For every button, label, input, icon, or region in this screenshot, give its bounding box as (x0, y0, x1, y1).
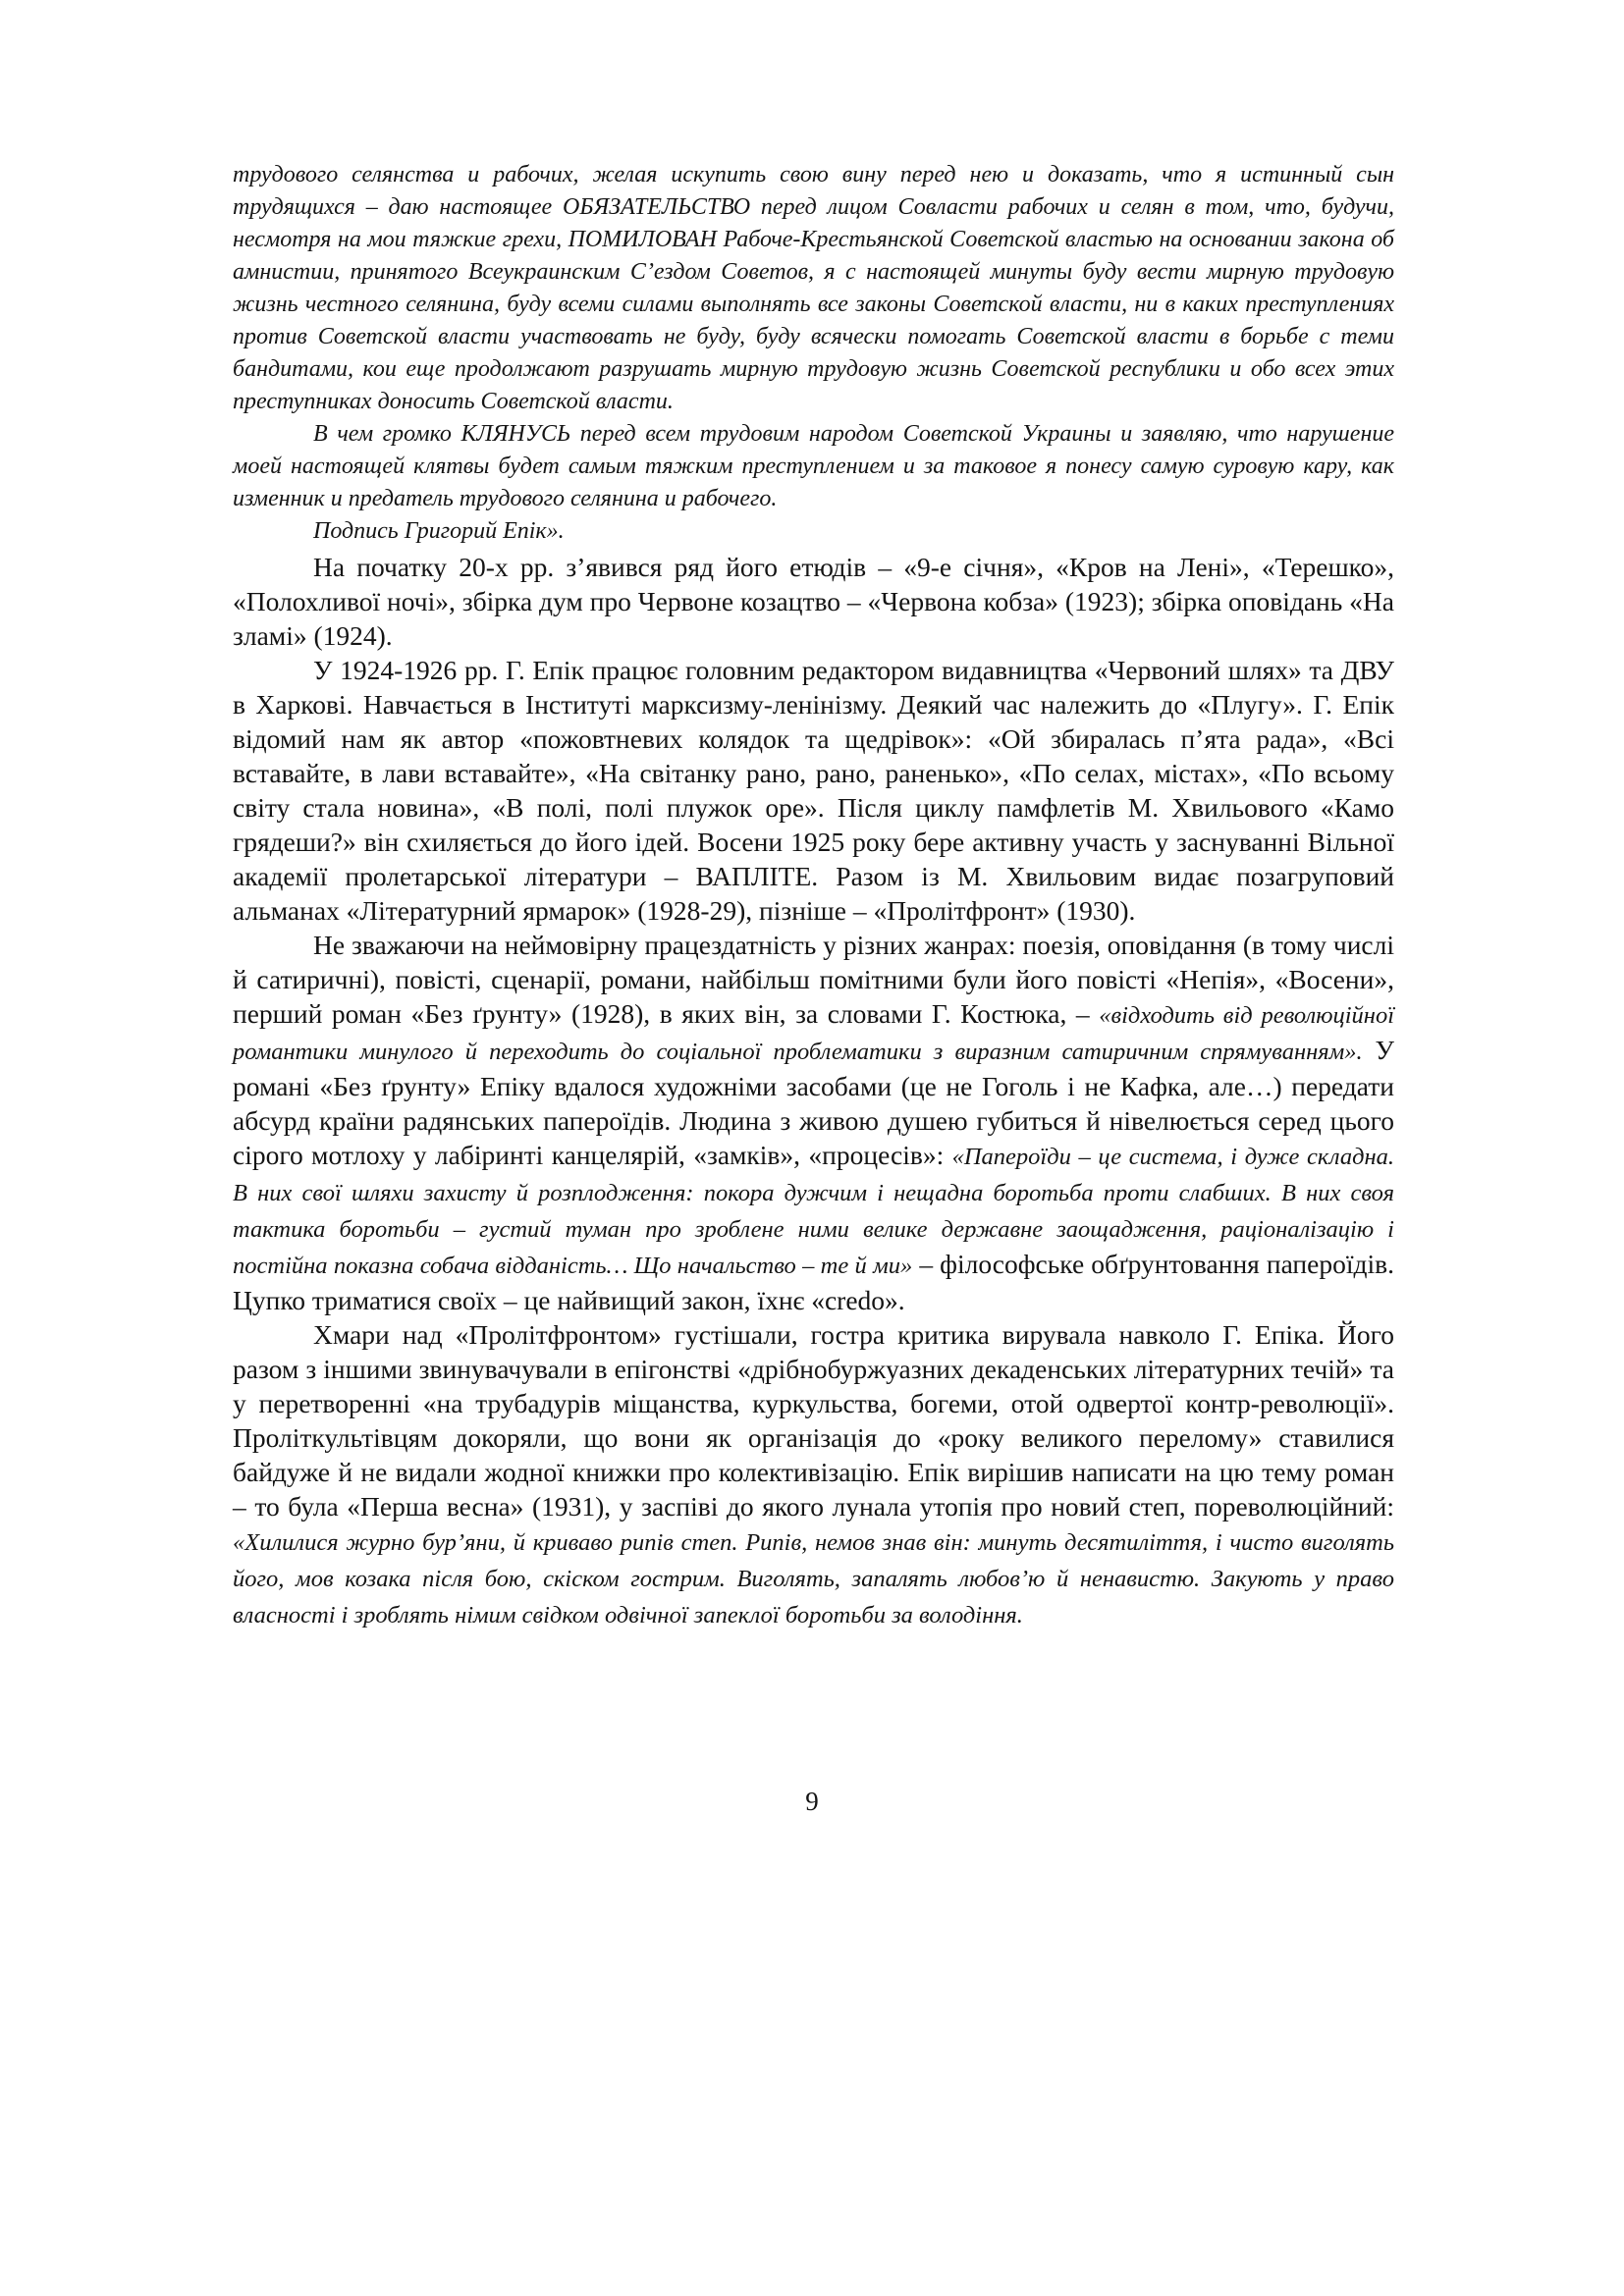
document-page (233, 159, 1394, 1632)
paragraph-bez-gruntu (233, 928, 1394, 1317)
kostiuk-quote: «відходить від революційної романтики минулого й переходить до соціальної проблематики з виразним сатиричним спрямуванням». (233, 1002, 1395, 1065)
paperoidy-quote: «Папероїди – це система, і дуже складна. В них свої шляхи захисту й розплодження: покора дужчим і нещадна боротьба проти слабших. В них своя тактика боротьби – густий туман про зроблене ними велике державне заощадження, раціоналізацію і постійна показна собача відданість… Що начальство – те й ми» (233, 1144, 1394, 1279)
oath-signature: Подпись Григорий Епік». (313, 518, 565, 544)
paragraph-editor-years: У 1924-1926 рр. Г. Епік працює головним редактором видавництва «Червоний шлях» та ДВУ в Харкові. Навчається в Інституті марксизму-ленінізму. Деякий час належить до «Плугу». Г. Епік відомий нам як автор «пожовтневих колядок та щедрівок»: «Ой збиралась п’ята рада», «Всі вставайте, в лави вставайте», «На світанку рано, рано, раненько», «По селах, містах», «По всьому світу стала новина», «В полі, полі плужок оре». Після циклу памфлетів М. Хвильового «Камо грядеши?» він схиляється до його ідей. Восени 1925 року бере активну участь у заснуванні Вільної академії пролетарської літератури – ВАПЛІТЕ. Разом із М. Хвильовим видає позагруповий альманах «Літературний ярмарок» (1928-29), пізніше – «Пролітфронт» (1930). (233, 655, 1394, 926)
oath-paragraph-2: В чем громко КЛЯНУСЬ перед всем трудовим народом Советской Украины и заявляю, что нарушение моей настоящей клятвы будет самым тяжким преступлением и за таковое я понесу самую суровую кару, как изменник и предатель трудового селянина и рабочего. (233, 421, 1394, 511)
paragraph-proletfront (233, 1317, 1394, 1632)
paragraph-bez-gruntu-text-a: Не зважаючи на неймовірну працездатність у різних жанрах: поезія, оповідання (в тому числі й сатиричні), повісті, сценарії, романи, найбільш помітними були його повісті «Непія», «Восени», перший роман «Без ґрунту» (1928), в яких він, за словами Г. Костюка, – (233, 930, 1394, 1029)
paragraph-bez-gruntu-text-e: – філософське обґрунтовання папероїдів. Цупко триматися своїх – це найвищий закон, їхнє «credo». (233, 1249, 1394, 1315)
persha-vesna-quote: «Хилилися журно бур’яни, й криваво рипів степ. Рипів, немов знав він: минуть десятиліття, і чисто виголять його, мов козака після бою, скіском гострим. Виголять, запалять любов’ю й ненавистю. Закують у право власності і зроблять німим свідком одвічної запеклої боротьби за володіння. (233, 1529, 1394, 1629)
oath-paragraph-1: трудового селянства и рабочих, желая искупить свою вину перед нею и доказать, что я истинный сын трудящихся – даю настоящее ОБЯЗАТЕЛЬСТВО перед лицом Совласти рабочих и селян в том, что, будучи, несмотря на мои тяжкие грехи, ПОМИЛОВАН Рабоче-Крестьянской Советской властью на основании закона об амнистии, принятого Всеукраинским С’ездом Советов, я с настоящей минуты буду вести мирную трудовую жизнь честного селянина, буду всеми силами выполнять все законы Советской власти, ни в каких преступлениях против Советской власти участвовать не буду, буду всячески помогать Советской власти в борьбе с теми бандитами, кои еще продолжают разрушать мирную трудовую жизнь Советской республики и обо всех этих преступниках доносить Советской власти. (233, 162, 1394, 414)
paragraph-bez-gruntu-text-c: У романі «Без ґрунту» Епіку вдалося художніми засобами (це не Гоголь і не Кафка, але…) передати абсурд країни радянських папероїдів. Людина з живою душею губиться й нівелюється серед цього сірого мотлоху у лабіринті канцелярій, «замків», «процесів»: (233, 1035, 1394, 1170)
paragraph-early-works: На початку 20-х рр. з’явився ряд його етюдів – «9-е січня», «Кров на Лені», «Терешко», «Полохливої ночі», збірка дум про Червоне козацтво – «Червона кобза» (1923); збірка оповідань «На зламі» (1924). (233, 552, 1394, 651)
paragraph-proletfront-text: Хмари над «Пролітфронтом» густішали, гостра критика вирувала навколо Г. Епіка. Його разом з іншими звинувачували в епігонстві «дрібнобуржуазних декаденських літературних течій» та у перетворенні «на трубадурів міщанства, куркульства, богеми, отой одвертої контр-революції». Проліткультівцям докоряли, що вони як організація до «року великого перелому» ставилися байдуже й не видали жодної книжки про колективізацію. Епік вирішив написати на цю тему роман – то була «Перша весна» (1931), у заспіві до якого лунала утопія про новий степ, пореволюційний: (233, 1319, 1394, 1522)
page-number: 9 (805, 1787, 819, 1816)
